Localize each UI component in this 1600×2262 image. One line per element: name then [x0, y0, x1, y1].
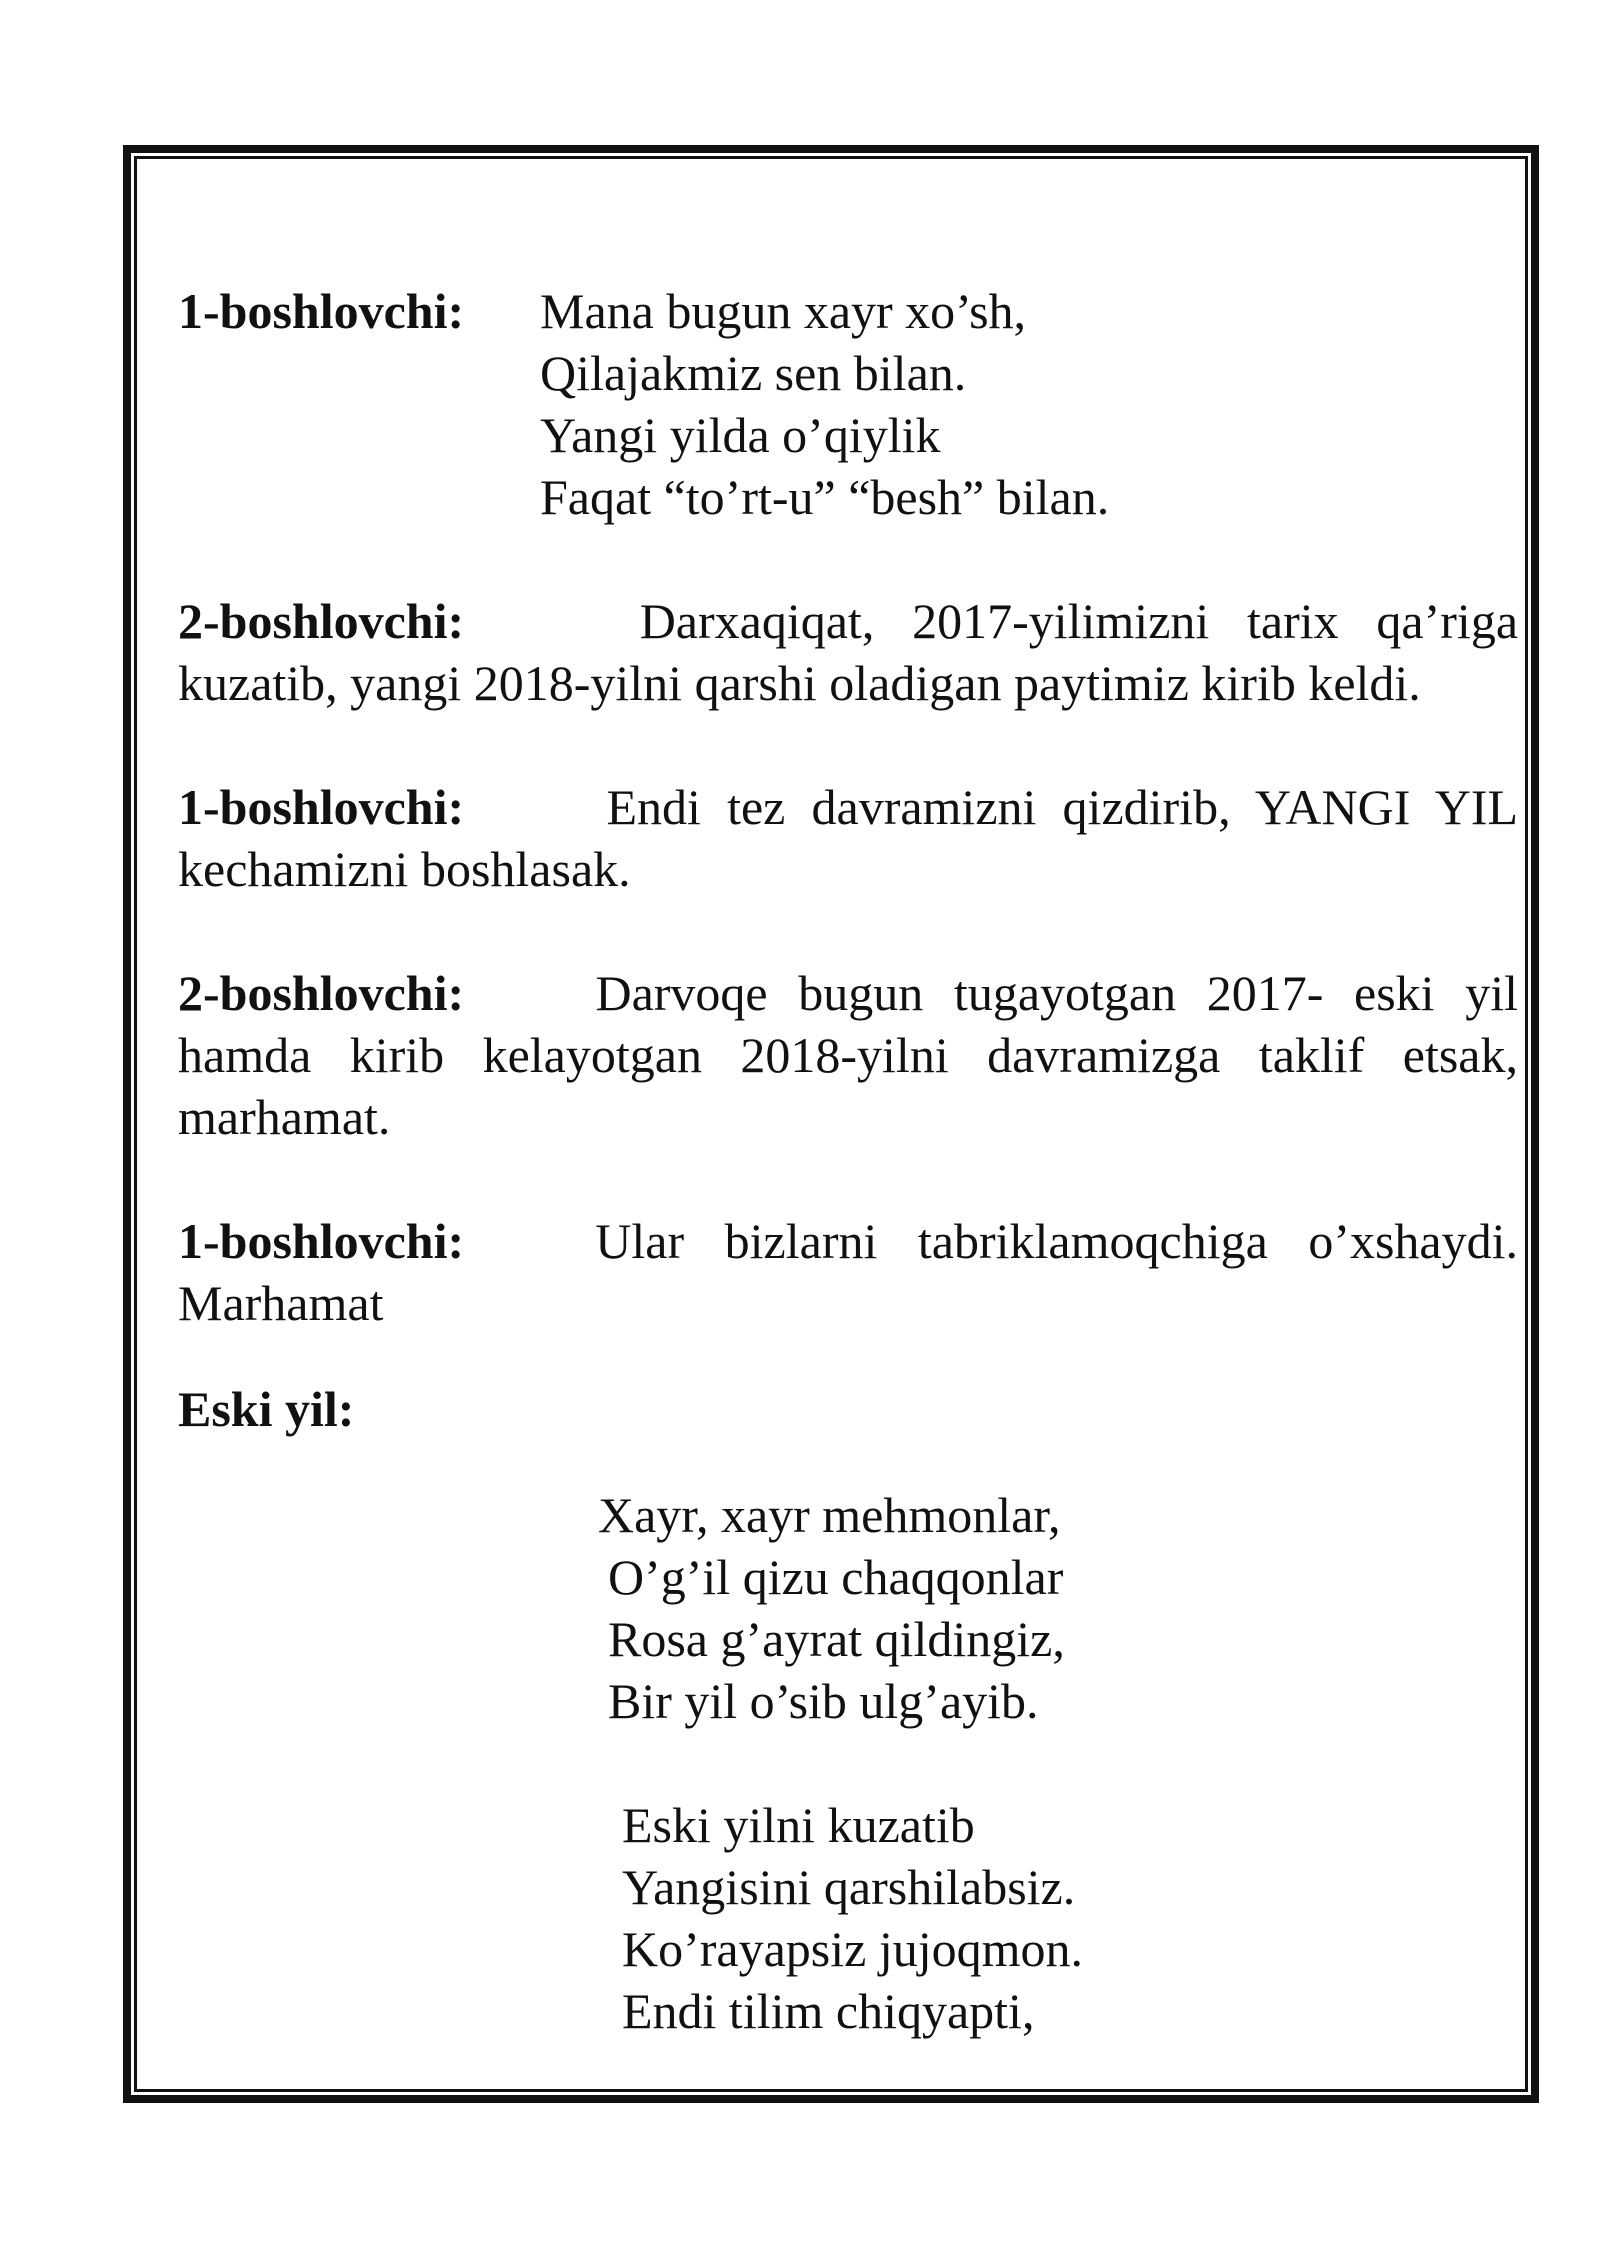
speaker-label: 1-boshlovchi: [178, 1213, 465, 1269]
dialogue-text: Endi tez davramizni qizdirib, YANGI YIL kechamizni boshlasak. [178, 779, 1519, 897]
poem-line: Mana bugun xayr xo’sh, [540, 283, 1027, 339]
speaker-label: 2-boshlovchi: [178, 593, 465, 649]
poem-line: Eski yilni kuzatib [622, 1797, 975, 1853]
dialogue-block-4 [178, 962, 1518, 1148]
poem-line: Qilajakmiz sen bilan. [540, 345, 967, 401]
poem-line: Yangisini qarshilabsiz. [622, 1859, 1076, 1915]
poem-line: Rosa g’ayrat qildingiz, [608, 1611, 1065, 1667]
speaker-label: Eski yil: [178, 1381, 355, 1437]
dialogue-block-2 [178, 590, 1518, 714]
poem-stanza [540, 280, 1109, 528]
dialogue-block-5 [178, 1210, 1518, 1334]
poem-line: O’g’il qizu chaqqonlar [608, 1549, 1064, 1605]
poem-line: Bir yil o’sib ulg’ayib. [608, 1673, 1039, 1729]
dialogue-text: Darvoqe bugun tugayotgan 2017- eski yil hamda kirib kelayotgan 2018-yilni davramizga taklif etsak, marhamat. [178, 965, 1519, 1145]
poem-line: Endi tilim chiqyapti, [622, 1983, 1035, 2039]
speaker-label: 1-boshlovchi: [178, 779, 465, 835]
poem-line: Faqat “to’rt-u” “besh” bilan. [540, 469, 1110, 525]
poem-line: Ko’rayapsiz jujoqmon. [622, 1921, 1084, 1977]
speaker-label: 2-boshlovchi: [178, 965, 465, 1021]
poem-line: Xayr, xayr mehmonlar, [598, 1487, 1061, 1543]
eski-yil-block [178, 1378, 1518, 1440]
dialogue-text: Darxaqiqat, 2017-yilimizni tarix qa’riga kuzatib, yangi 2018-yilni qarshi oladigan paytimiz kirib keldi. [178, 593, 1519, 711]
dialogue-block-3 [178, 776, 1518, 900]
poem-line: Yangi yilda o’qiylik [540, 407, 941, 463]
speaker-label: 1-boshlovchi: [178, 283, 465, 339]
dialogue-text: Ular bizlarni tabriklamoqchiga o’xshaydi. Marhamat [178, 1213, 1519, 1331]
